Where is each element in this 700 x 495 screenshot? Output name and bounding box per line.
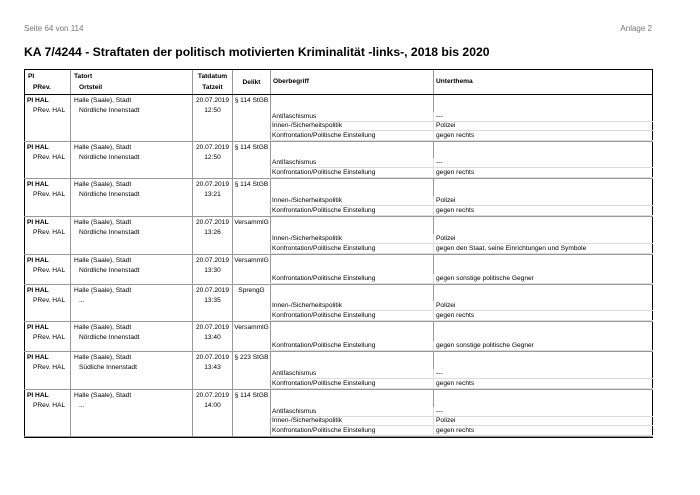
cell-tatdatum: 20.07.2019 xyxy=(195,144,229,151)
col-tatzeit: Tatzeit xyxy=(202,84,223,91)
cell-tatzeit: 12:50 xyxy=(204,107,221,114)
cell-prev: PRev. HAL xyxy=(33,334,66,341)
cell-prev: PRev. HAL xyxy=(33,364,66,371)
cell-oberbegriff: Innen-/Sicherheitspolitik xyxy=(272,235,343,242)
topic-row xyxy=(270,379,653,388)
cell-ortsteil: ... xyxy=(79,402,85,409)
topic-row xyxy=(270,407,653,416)
cell-pi: PI HAL xyxy=(27,97,49,104)
col-tatort: Tatort xyxy=(74,73,93,80)
cell-prev: PRev. HAL xyxy=(33,267,66,274)
table-row xyxy=(24,285,653,322)
cell-oberbegriff: Innen-/Sicherheitspolitik xyxy=(272,417,343,424)
cell-tatdatum: 20.07.2019 xyxy=(195,324,229,331)
cell-oberbegriff: Antifaschismus xyxy=(272,370,317,377)
cell-delikt: VersammlG xyxy=(234,257,269,264)
cell-pi: PI HAL xyxy=(27,392,49,399)
col-tatdatum: Tatdatum xyxy=(197,73,228,80)
cell-oberbegriff: Konfrontation/Politische Einstellung xyxy=(272,168,376,176)
topic-row xyxy=(270,158,653,167)
cell-prev: PRev. HAL xyxy=(33,297,66,304)
topic-row xyxy=(270,168,653,177)
crime-table xyxy=(24,69,653,438)
topic-row xyxy=(270,369,653,378)
cell-unterthema: gegen rechts xyxy=(436,311,475,319)
cell-unterthema: gegen rechts xyxy=(436,426,475,434)
table-row xyxy=(24,322,653,352)
cell-unterthema: --- xyxy=(436,407,443,415)
cell-delikt: § 114 StGB xyxy=(234,144,269,151)
cell-delikt: SprengG xyxy=(238,287,265,294)
topic-row xyxy=(270,196,653,205)
cell-tatort: Halle (Saale), Stadt xyxy=(74,144,132,151)
page-number: Seite 64 von 114 xyxy=(24,24,84,33)
cell-ortsteil: Nördliche Innenstadt xyxy=(79,154,140,161)
cell-tatort: Halle (Saale), Stadt xyxy=(74,287,132,294)
cell-tatort: Halle (Saale), Stadt xyxy=(74,97,132,104)
cell-unterthema: gegen den Staat, seine Einrichtungen und Symbole xyxy=(436,244,587,252)
cell-prev: PRev. HAL xyxy=(33,191,66,198)
cell-oberbegriff: Konfrontation/Politische Einstellung xyxy=(272,206,376,214)
annex-label: Anlage 2 xyxy=(620,24,652,33)
cell-prev: PRev. HAL xyxy=(33,402,66,409)
cell-unterthema: --- xyxy=(436,370,443,377)
cell-ortsteil: Nördliche Innenstadt xyxy=(79,107,140,114)
topic-row xyxy=(270,121,653,130)
cell-pi: PI HAL xyxy=(27,144,49,151)
cell-unterthema: gegen rechts xyxy=(436,379,475,387)
topic-row xyxy=(270,341,653,350)
cell-tatzeit: 12:50 xyxy=(204,154,221,161)
cell-tatort: Halle (Saale), Stadt xyxy=(74,324,132,331)
cell-unterthema: Polizei xyxy=(436,235,456,242)
topic-row xyxy=(270,301,653,310)
cell-oberbegriff: Antifaschismus xyxy=(272,159,317,166)
topic-row xyxy=(270,234,653,243)
cell-oberbegriff: Konfrontation/Politische Einstellung xyxy=(272,426,376,434)
cell-unterthema: --- xyxy=(436,112,443,120)
cell-unterthema: gegen rechts xyxy=(436,131,475,139)
cell-ortsteil: Nördliche Innenstadt xyxy=(79,267,140,274)
topic-row xyxy=(270,244,653,253)
cell-ortsteil: Nördliche Innenstadt xyxy=(79,229,140,236)
table-row xyxy=(24,390,653,437)
topic-row xyxy=(270,206,653,215)
cell-tatort: Halle (Saale), Stadt xyxy=(74,354,132,361)
cell-oberbegriff: Innen-/Sicherheitspolitik xyxy=(272,302,343,309)
cell-tatdatum: 20.07.2019 xyxy=(195,354,229,361)
table-header xyxy=(24,70,653,95)
cell-delikt: § 114 StGB xyxy=(234,97,269,104)
table-row xyxy=(24,179,653,217)
cell-pi: PI HAL xyxy=(27,324,49,331)
cell-unterthema: --- xyxy=(436,159,443,166)
cell-unterthema: Polizei xyxy=(436,417,456,424)
cell-unterthema: gegen sonstige politische Gegner xyxy=(436,274,534,282)
cell-ortsteil: ... xyxy=(79,297,85,304)
cell-tatort: Halle (Saale), Stadt xyxy=(74,257,132,264)
topic-row xyxy=(270,274,653,283)
cell-pi: PI HAL xyxy=(27,257,49,264)
topic-row xyxy=(270,112,653,121)
table-row xyxy=(24,95,653,142)
cell-tatdatum: 20.07.2019 xyxy=(195,181,229,188)
cell-tatzeit: 13:30 xyxy=(204,267,221,274)
cell-prev: PRev. HAL xyxy=(33,107,66,114)
cell-tatzeit: 13:43 xyxy=(204,364,221,371)
cell-oberbegriff: Konfrontation/Politische Einstellung xyxy=(272,341,376,349)
cell-oberbegriff: Innen-/Sicherheitspolitik xyxy=(272,197,343,204)
col-delikt: Delikt xyxy=(242,79,261,86)
cell-unterthema: Polizei xyxy=(436,197,456,204)
topic-row xyxy=(270,131,653,140)
cell-tatdatum: 20.07.2019 xyxy=(195,219,229,226)
topic-row xyxy=(270,426,653,435)
cell-oberbegriff: Konfrontation/Politische Einstellung xyxy=(272,311,376,319)
cell-oberbegriff: Antifaschismus xyxy=(272,407,317,415)
cell-oberbegriff: Antifaschismus xyxy=(272,112,317,120)
cell-tatort: Halle (Saale), Stadt xyxy=(74,181,132,188)
col-unterthema: Unterthema xyxy=(436,78,473,85)
table-row xyxy=(24,352,653,390)
cell-tatzeit: 13:26 xyxy=(204,229,221,236)
cell-ortsteil: Nördliche Innenstadt xyxy=(79,191,140,198)
topic-row xyxy=(270,311,653,320)
cell-unterthema: Polizei xyxy=(436,302,456,309)
col-pi: PI xyxy=(28,73,35,80)
cell-tatzeit: 13:35 xyxy=(204,297,221,304)
cell-pi: PI HAL xyxy=(27,219,49,226)
table-row xyxy=(24,142,653,179)
cell-oberbegriff: Innen-/Sicherheitspolitik xyxy=(272,122,343,129)
cell-unterthema: Polizei xyxy=(436,122,456,129)
page-title: KA 7/4244 - Straftaten der politisch motivierten Kriminalität -links-, 2018 bis 2020 xyxy=(24,45,490,59)
cell-pi: PI HAL xyxy=(27,181,49,188)
cell-delikt: § 114 StGB xyxy=(234,181,269,188)
cell-tatzeit: 14:00 xyxy=(204,402,221,409)
cell-prev: PRev. HAL xyxy=(33,229,66,236)
cell-delikt: VersammlG xyxy=(234,324,269,331)
col-prev: PRev. xyxy=(33,84,51,91)
cell-unterthema: gegen sonstige politische Gegner xyxy=(436,341,534,349)
cell-unterthema: gegen rechts xyxy=(436,206,475,214)
table-row xyxy=(24,217,653,255)
cell-tatzeit: 13:40 xyxy=(204,334,221,341)
cell-oberbegriff: Konfrontation/Politische Einstellung xyxy=(272,274,376,282)
topic-row xyxy=(270,416,653,425)
cell-tatzeit: 13:21 xyxy=(204,191,221,198)
cell-pi: PI HAL xyxy=(27,287,49,294)
cell-ortsteil: Nördliche Innenstadt xyxy=(79,334,140,341)
cell-tatdatum: 20.07.2019 xyxy=(195,287,229,294)
cell-tatort: Halle (Saale), Stadt xyxy=(74,219,132,226)
cell-tatdatum: 20.07.2019 xyxy=(195,392,229,399)
cell-oberbegriff: Konfrontation/Politische Einstellung xyxy=(272,244,376,252)
cell-pi: PI HAL xyxy=(27,354,49,361)
cell-tatdatum: 20.07.2019 xyxy=(195,257,229,264)
cell-ortsteil: Südliche Innenstadt xyxy=(79,364,137,371)
cell-prev: PRev. HAL xyxy=(33,154,66,161)
cell-oberbegriff: Konfrontation/Politische Einstellung xyxy=(272,131,376,139)
cell-delikt: § 114 StGB xyxy=(234,392,269,399)
cell-delikt: VersammlG xyxy=(234,219,269,226)
cell-oberbegriff: Konfrontation/Politische Einstellung xyxy=(272,379,376,387)
col-oberbegriff: Oberbegriff xyxy=(273,78,309,85)
table-row xyxy=(24,255,653,285)
cell-delikt: § 223 StGB xyxy=(234,354,269,361)
cell-tatort: Halle (Saale), Stadt xyxy=(74,392,132,399)
cell-tatdatum: 20.07.2019 xyxy=(195,97,229,104)
col-ortsteil: Ortsteil xyxy=(79,84,103,91)
cell-unterthema: gegen rechts xyxy=(436,168,475,176)
